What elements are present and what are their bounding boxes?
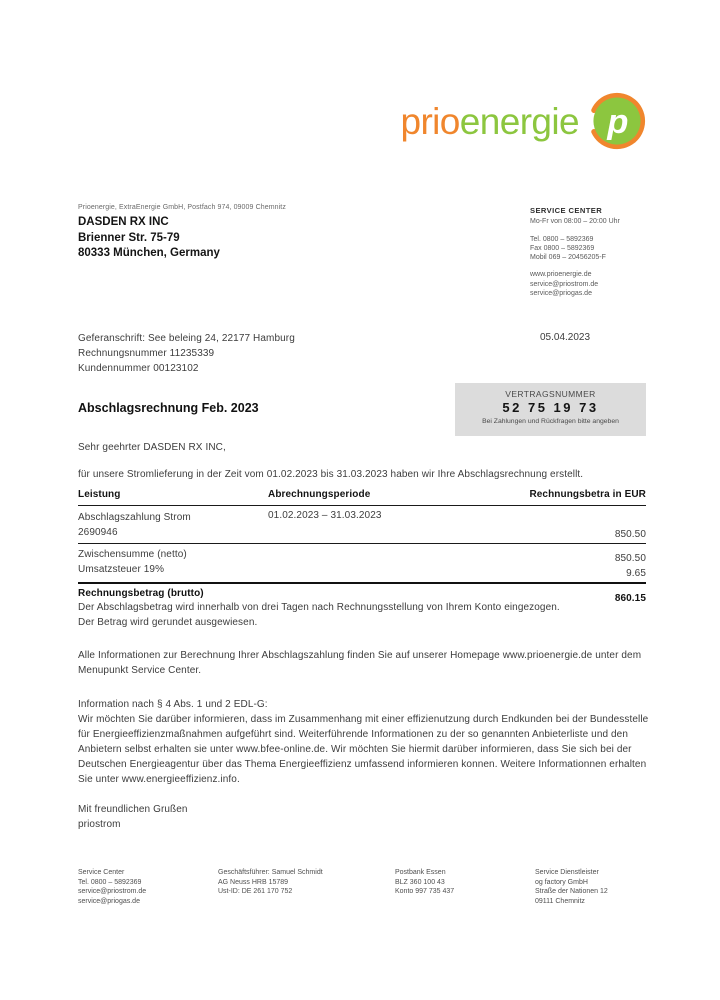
footer-service-column xyxy=(78,868,146,906)
delivery-address-line: Geferanschrift: See beleing 24, 22177 Hamburg xyxy=(78,333,295,344)
col-header-betrag: Rechnungsbetra in EUR xyxy=(529,489,646,500)
footer-bank-line: BLZ 360 100 43 xyxy=(395,878,445,886)
footer-provider-line: 09111 Chemnitz xyxy=(535,897,585,905)
service-center-tel: Tel. 0800 – 5892369 xyxy=(530,235,594,243)
table-subtotal-section xyxy=(78,544,646,584)
prioenergie-logo xyxy=(400,92,646,150)
salutation: Sehr geehrter DASDEN RX INC, xyxy=(78,442,226,453)
contract-number-box xyxy=(455,383,646,436)
footer-legal-line: Ust-ID: DE 261 170 752 xyxy=(218,888,293,895)
line-item-service: Abschlagszahlung Strom xyxy=(78,512,191,523)
contract-number-label: VERTRAGSNUMMER xyxy=(505,389,596,399)
invoice-date: 05.04.2023 xyxy=(540,332,591,343)
line-item-amount: 850.50 xyxy=(614,529,646,540)
table-row-subtotal-netto xyxy=(78,547,646,562)
total-label: Rechnungsbetrag (brutto) xyxy=(78,588,204,599)
table-row-line-item xyxy=(78,506,646,544)
closing-block xyxy=(78,802,188,832)
recipient-name: DASDEN RX INC xyxy=(78,216,169,228)
debit-note-line1: Der Abschlagsbetrag wird innerhalb von drei Tagen nach Rechnungsstellung von Ihrem Konto eingezogen. xyxy=(78,602,560,613)
recipient-address-block xyxy=(78,215,220,262)
edl-heading: Information nach § 4 Abs. 1 und 2 EDL-G: xyxy=(78,699,268,710)
invoice-table-header xyxy=(78,489,646,506)
logo-word-energie: energie xyxy=(459,100,579,142)
footer-provider-column xyxy=(535,868,608,906)
service-center-hours: Mo-Fr von 08:00 – 20:00 Uhr xyxy=(530,218,620,226)
closing-regards: Mit freundlichen Grußen xyxy=(78,804,188,815)
sender-return-address: Prioenergie, ExtraEnergie GmbH, Postfach 974, 09009 Chemnitz xyxy=(78,204,286,211)
customer-number-line: Kundennummer 00123102 xyxy=(78,363,199,374)
footer-legal-line: Geschäftsführer: Samuel Schmidt xyxy=(218,869,323,876)
line-item-period: 01.02.2023 – 31.03.2023 xyxy=(268,510,382,521)
footer-provider-line: Service Dienstleister xyxy=(535,869,599,876)
table-row-vat xyxy=(78,562,646,577)
line-item-number: 2690946 xyxy=(78,527,118,538)
footer-bank-column xyxy=(395,868,454,897)
reference-block xyxy=(78,331,295,376)
col-header-periode: Abrechnungsperiode xyxy=(268,489,371,500)
logo-wordmark xyxy=(400,100,579,142)
intro-paragraph: für unsere Stromlieferung in der Zeit vom 01.02.2023 bis 31.03.2023 haben wir Ihre Abschlagsrechnung erstellt. xyxy=(78,469,584,480)
service-center-block xyxy=(530,206,620,298)
recipient-city: 80333 München, Germany xyxy=(78,247,220,259)
table-row-total xyxy=(78,584,646,604)
footer-bank-line: Konto 997 735 437 xyxy=(395,888,455,895)
footer-service-line: service@priostrom.de xyxy=(78,888,147,895)
subtotal-netto-label: Zwischensumme (netto) xyxy=(78,549,187,560)
footer-provider-line: og factory GmbH xyxy=(535,878,588,886)
homepage-note: Alle Informationen zur Berechnung Ihrer Abschlagszahlung finden Sie auf unserer Homepage www.prioenergie.de unter dem Menupunkt Service Center. xyxy=(78,650,642,676)
document-title: Abschlagsrechnung Feb. 2023 xyxy=(78,401,259,415)
contract-number-value: 52 75 19 73 xyxy=(502,400,599,415)
prioenergie-logo-mark-icon xyxy=(588,92,646,150)
service-center-fax: Fax 0800 – 5892369 xyxy=(530,244,595,252)
footer-service-line: Service Center xyxy=(78,869,125,876)
service-center-title: SERVICE CENTER xyxy=(530,206,603,215)
service-center-email-gas: service@priogas.de xyxy=(530,290,592,298)
service-center-mobile: Mobil 069 – 20456205-F xyxy=(530,254,606,262)
footer-service-line: Tel. 0800 – 5892369 xyxy=(78,878,142,886)
edl-paragraph: Wir möchten Sie darüber informieren, dass im Zusammenhang mit einer effizienutzung durch Endkunden bei der Bundesstelle für Energieeffizienzmaßnahmen aufgeführt sind. Weiterführende Informationen zu der so genannten Anbieterliste und den Anbietern selbst erhalten sie unter www.bfee-online.de. Wir möchten Sie hiermit darüber informieren, dass Sie sich bei der Deutschen Energieagentur über das Thema Energieeffizienz umfassend informieren konnen. Weitere Informationnen erhalten Sie unter www.energieeffizienz.info. xyxy=(78,714,649,785)
col-header-leistung: Leistung xyxy=(78,489,121,500)
footer-service-line: service@priogas.de xyxy=(78,897,140,905)
total-amount: 860.15 xyxy=(614,593,646,604)
footer-bank-line: Postbank Essen xyxy=(395,869,446,876)
debit-note-line2: Der Betrag wird gerundet ausgewiesen. xyxy=(78,617,258,628)
vat-label: Umsatzsteuer 19% xyxy=(78,564,165,575)
subtotal-netto-amount: 850.50 xyxy=(614,553,646,564)
service-center-website: www.prioenergie.de xyxy=(530,271,592,279)
logo-word-prio: prio xyxy=(400,100,460,142)
service-center-email-strom: service@priostrom.de xyxy=(530,280,599,288)
contract-number-note: Bei Zahlungen und Rückfragen bitte angeben xyxy=(482,418,619,425)
vat-amount: 9.65 xyxy=(626,568,646,579)
footer-provider-line: Straße der Nationen 12 xyxy=(535,888,608,895)
debit-note xyxy=(78,600,658,630)
footer-legal-line: AG Neuss HRB 15789 xyxy=(218,878,289,886)
recipient-street: Brienner Str. 75-79 xyxy=(78,231,180,244)
invoice-number-line: Rechnungsnummer 11235339 xyxy=(78,348,215,359)
closing-signature: priostrom xyxy=(78,819,121,830)
invoice-table xyxy=(78,489,646,604)
svg-text:p: p xyxy=(607,102,629,141)
footer-legal-column xyxy=(218,868,323,897)
